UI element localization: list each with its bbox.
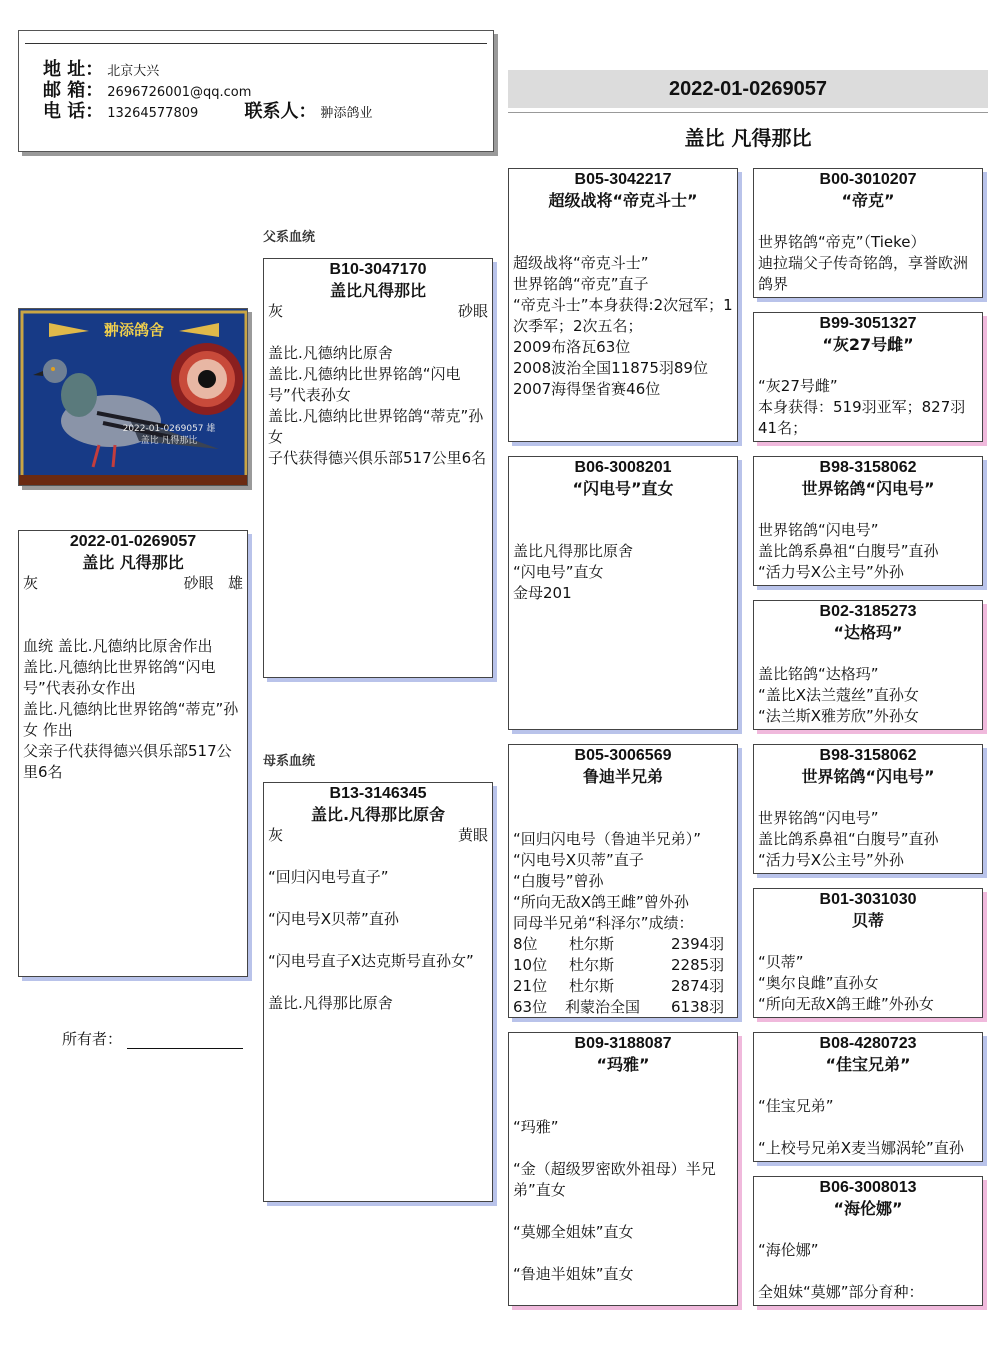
result-race: 利蒙治全国: [565, 998, 641, 1016]
sire-eye: 砂眼: [457, 302, 488, 320]
ggp-name: “帝克”: [841, 191, 895, 210]
result-race: 杜尔斯: [569, 977, 615, 995]
gp-note: 2008波治全国11875羽89位: [513, 359, 708, 377]
gp-ring: B06-3008201: [574, 459, 672, 476]
results-table: [513, 934, 733, 1018]
phone-row: [43, 97, 373, 123]
result-row: [513, 934, 733, 955]
gp-note: 金母201: [513, 584, 572, 602]
ggp-name: “达格玛”: [833, 623, 903, 642]
ggp-name: “灰27号雌”: [822, 335, 914, 354]
contact-label: 联系人：: [244, 101, 317, 122]
subject-note: 血统 盖比.凡德纳比原舍作出: [23, 637, 213, 655]
gp-note: “莫娜全姐妹”直女: [513, 1223, 634, 1241]
phone-value: 13264577809: [107, 106, 199, 121]
subject-note: 父亲子代获得德兴俱乐部517公里6名: [23, 742, 232, 781]
ggp-ring: B99-3051327: [819, 315, 917, 332]
ggp-note: 世界铭鸽“闪电号”: [758, 521, 879, 539]
ggp-note: 本身获得：519羽亚军；827羽41名；: [758, 398, 966, 437]
ggp-notes: [754, 664, 982, 727]
ggp-ring: B06-3008013: [819, 1179, 917, 1196]
grandsire-maternal-card: [508, 744, 738, 1018]
ggp-note: 世界铭鸽“帝克”（Tieke）: [758, 233, 926, 251]
ggp-notes: [754, 376, 982, 439]
owner-row: [62, 1028, 243, 1049]
ggp-name: “海伦娜”: [833, 1199, 903, 1218]
gp-name: “玛雅”: [596, 1055, 650, 1074]
result-birds: 2874羽: [671, 977, 725, 995]
sire-note: 子代获得德兴俱乐部517公里6名: [268, 449, 487, 467]
ggp-note: 迪拉瑞父子传奇铭鸽，享誉欧洲鸽界: [758, 254, 969, 293]
gp-note: “白腹号”曾孙: [513, 872, 604, 890]
gp-note: “玛雅”: [513, 1118, 559, 1136]
contact-box: [18, 30, 494, 152]
ggp-ring: B01-3031030: [819, 891, 917, 908]
ggp-note: 盖比铭鸽“达格玛”: [758, 665, 879, 683]
gp-name: 鲁迪半兄弟: [582, 767, 663, 786]
granddam-maternal-card: [508, 1032, 738, 1306]
result-row: [513, 955, 733, 976]
ggp-card-5: [753, 744, 983, 874]
contact-value: 翀添鸽业: [320, 106, 373, 121]
ggp-note: 盖比鸽系鼻祖“白腹号”直孙: [758, 542, 939, 560]
ggp-note: 全姐妹“莫娜”部分育种：: [758, 1283, 924, 1301]
ggp-name: 贝蒂: [851, 911, 884, 930]
ggp-notes: [754, 1096, 982, 1159]
ggp-name: “佳宝兄弟”: [825, 1055, 911, 1074]
dam-card: [263, 782, 493, 1202]
gp-notes: [509, 1117, 737, 1285]
gp-name: “闪电号”直女: [572, 479, 674, 498]
header-name: 盖比 凡得那比: [684, 126, 812, 150]
gp-note: “所向无敌X鸽王雌”曾外孙: [513, 893, 689, 911]
sire-card: [263, 258, 493, 678]
result-place: 21位: [513, 977, 548, 995]
ggp-note: 盖比鸽系鼻祖“白腹号”直孙: [758, 830, 939, 848]
gp-note: 2007海得堡省赛46位: [513, 380, 661, 398]
subject-note: 盖比.凡德纳比世界铭鸽“蒂克”孙女 作出: [23, 700, 239, 739]
granddam-paternal-card: [508, 456, 738, 730]
ggp-card-8: [753, 1176, 983, 1306]
subject-note: 盖比.凡德纳比世界铭鸽“闪电号”代表孙女作出: [23, 658, 216, 697]
photo-banner: 翀添鸽舍: [103, 321, 165, 339]
pigeon-illustration: [19, 309, 248, 486]
ggp-ring: B00-3010207: [819, 171, 917, 188]
dam-notes: [264, 867, 492, 1014]
photo-caption-1: 2022-01-0269057 雄: [122, 424, 216, 434]
ggp-card-2: [753, 312, 983, 442]
address-value: 北京大兴: [107, 64, 160, 79]
dam-note: 盖比.凡得那比原舍: [268, 994, 393, 1012]
result-place: 10位: [513, 956, 548, 974]
gp-note: “回归闪电号（鲁迪半兄弟）”: [513, 830, 702, 848]
sire-note: 盖比.凡德纳比世界铭鸽“蒂克”孙女: [268, 407, 484, 446]
ggp-note: “奥尔良雌”直孙女: [758, 974, 879, 992]
dam-eye: 黄眼: [457, 826, 488, 844]
sire-notes: [264, 343, 492, 469]
ggp-notes: [754, 808, 982, 871]
ggp-note: “活力号X公主号”外孙: [758, 851, 904, 869]
result-place: 63位: [513, 998, 548, 1016]
address-label: 地 址：: [43, 59, 104, 80]
subject-notes: [19, 636, 247, 783]
ggp-note: “法兰斯X雅芳欣”外孙女: [758, 707, 919, 725]
gp-notes: [509, 541, 737, 604]
gp-note: 2009布洛瓦63位: [513, 338, 631, 356]
gp-ring: B09-3188087: [574, 1035, 672, 1052]
ggp-notes: [754, 520, 982, 583]
ggp-note: “贝蒂”: [758, 953, 804, 971]
result-birds: 6138羽: [671, 998, 725, 1016]
gp-notes: [509, 253, 737, 400]
ggp-note: 世界铭鸽“闪电号”: [758, 809, 879, 827]
gp-note: 超级战将“帝克斗士”: [513, 254, 649, 272]
sire-name: 盖比凡得那比: [329, 281, 426, 300]
ggp-name: 世界铭鸽“闪电号”: [801, 767, 935, 786]
grandsire-paternal-card: [508, 168, 738, 442]
ggp-note: “所向无敌X鸽王雌”外孙女: [758, 995, 934, 1013]
result-place: 8位: [513, 935, 538, 953]
ggp-note: “佳宝兄弟”: [758, 1097, 834, 1115]
result-birds: 2285羽: [671, 956, 725, 974]
ggp-ring: B08-4280723: [819, 1035, 917, 1052]
sire-color: 灰: [268, 302, 284, 320]
subject-card: [18, 530, 248, 977]
dam-ring: B13-3146345: [329, 785, 427, 802]
subject-traits: [19, 573, 247, 594]
sire-traits: [264, 301, 492, 322]
ggp-notes: [754, 232, 982, 295]
subject-name: 盖比 凡得那比: [82, 553, 184, 572]
email-value: 2696726001@qq.com: [107, 85, 252, 100]
ggp-ring: B98-3158062: [819, 459, 917, 476]
ggp-card-7: [753, 1032, 983, 1162]
photo-caption-2: 盖比 凡得那比: [140, 436, 198, 446]
phone-label: 电 话：: [43, 101, 104, 122]
father-line-label: 父系血统: [263, 230, 316, 245]
dam-name: 盖比.凡得那比原舍: [310, 805, 446, 824]
gp-note: “帝克斗士”本身获得:2次冠军；1次季军；2次五名；: [513, 296, 733, 335]
gp-note: “金（超级罗密欧外祖母）半兄弟”直女: [513, 1160, 716, 1199]
sire-note: 盖比.凡德纳比世界铭鸽“闪电号”代表孙女: [268, 365, 461, 404]
result-birds: 2394羽: [671, 935, 725, 953]
dam-note: “闪电号直子X达克斯号直孙女”: [268, 952, 474, 970]
email-label: 邮 箱：: [43, 80, 104, 101]
subject-eye: 砂眼: [183, 574, 214, 592]
ggp-ring: B02-3185273: [819, 603, 917, 620]
result-row: [513, 997, 733, 1018]
ggp-card-1: [753, 168, 983, 298]
gp-note: “闪电号X贝蒂”直子: [513, 851, 644, 869]
ggp-note: “上校号兄弟X麦当娜涡轮”直孙: [758, 1139, 964, 1157]
sire-ring: B10-3047170: [329, 261, 427, 278]
owner-signature-line: [127, 1034, 243, 1049]
owner-label: 所有者：: [62, 1030, 123, 1048]
result-race: 杜尔斯: [569, 935, 615, 953]
gp-note: 同母半兄弟“科泽尔”成绩：: [513, 914, 694, 932]
result-row: [513, 976, 733, 997]
subject-color: 灰: [23, 574, 39, 592]
gp-note: 世界铭鸽“帝克”直子: [513, 275, 649, 293]
ggp-note: “活力号X公主号”外孙: [758, 563, 904, 581]
ggp-name: 世界铭鸽“闪电号”: [801, 479, 935, 498]
ggp-card-6: [753, 888, 983, 1018]
ggp-notes: [754, 1240, 982, 1303]
ggp-note: “盖比X法兰蔻丝”直孙女: [758, 686, 919, 704]
mother-line-label: 母系血统: [263, 754, 316, 769]
dam-traits: [264, 825, 492, 846]
ggp-notes: [754, 952, 982, 1015]
gp-ring: B05-3006569: [574, 747, 672, 764]
gp-notes: [509, 829, 737, 1018]
header-ring: 2022-01-0269057: [508, 70, 988, 108]
ggp-note: “灰27号雌”: [758, 377, 838, 395]
gp-note: 盖比凡得那比原舍: [513, 542, 634, 560]
ggp-card-4: [753, 600, 983, 730]
gp-ring: B05-3042217: [574, 171, 672, 188]
divider: [25, 43, 487, 44]
dam-color: 灰: [268, 826, 284, 844]
ggp-ring: B98-3158062: [819, 747, 917, 764]
dam-note: “回归闪电号直子”: [268, 868, 389, 886]
header-divider: [508, 112, 988, 113]
ggp-card-3: [753, 456, 983, 586]
sire-note: 盖比.凡德纳比原舍: [268, 344, 393, 362]
ggp-note: “海伦娜”: [758, 1241, 819, 1259]
gp-note: “闪电号”直女: [513, 563, 604, 581]
dam-note: “闪电号X贝蒂”直孙: [268, 910, 399, 928]
result-race: 杜尔斯: [569, 956, 615, 974]
gp-name: 超级战将“帝克斗士”: [548, 191, 698, 210]
gp-note: “鲁迪半姐妹”直女: [513, 1265, 634, 1283]
subject-ring: 2022-01-0269057: [69, 533, 197, 550]
pigeon-photo: [18, 308, 248, 486]
subject-sex: 雄: [227, 574, 243, 592]
